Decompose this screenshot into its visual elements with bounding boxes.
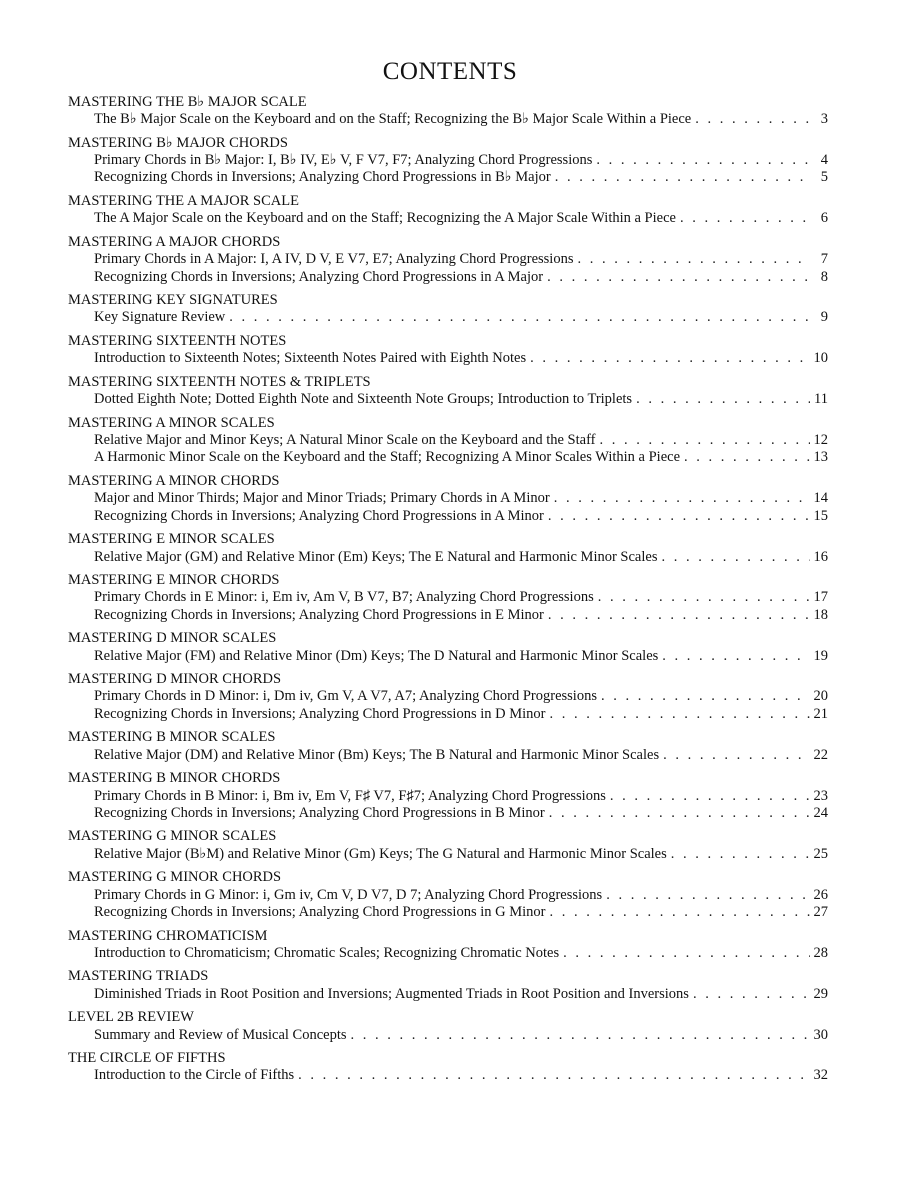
entry-description: Recognizing Chords in Inversions; Analyzing Chord Progressions in G Minor [94,903,546,920]
dot-leader [548,607,810,624]
section-heading: MASTERING A MINOR SCALES [68,414,275,431]
section-heading: MASTERING B♭ MAJOR CHORDS [68,134,288,151]
entry-description: Introduction to Sixteenth Notes; Sixteenth Notes Paired with Eighth Notes [94,350,527,367]
section-heading: MASTERING E MINOR SCALES [68,531,275,548]
toc-section [68,94,828,129]
toc-section [68,572,828,624]
entry-description: Relative Major and Minor Keys; A Natural Minor Scale on the Keyboard and the Staff [94,432,596,449]
toc-entry [68,747,828,764]
page-number: 17 [813,589,828,606]
section-heading: MASTERING A MINOR CHORDS [68,473,280,490]
toc-entry [68,1067,828,1084]
page-number: 8 [820,268,828,285]
page-number: 7 [820,251,828,268]
toc-entry [68,210,828,227]
dot-leader [663,747,809,764]
entry-description: Recognizing Chords in Inversions; Analyzing Chord Progressions in A Minor [94,507,544,524]
toc-entry [68,986,828,1003]
toc-entry [68,490,828,507]
page-number: 13 [813,449,828,466]
toc-entry [68,549,828,566]
section-heading: MASTERING D MINOR SCALES [68,630,277,647]
dot-leader [599,432,809,449]
toc-entry [68,350,828,367]
page-number: 29 [813,985,828,1002]
toc-section [68,333,828,368]
toc-section [68,1009,828,1044]
dot-leader [680,210,810,227]
entry-description: The A Major Scale on the Keyboard and on the Staff; Recognizing the A Major Scale Within a Piece [94,210,676,227]
toc-section [68,415,828,467]
entry-description: A Harmonic Minor Scale on the Keyboard and the Staff; Recognizing A Minor Scales Within a Piece [94,449,681,466]
entry-description: Primary Chords in D Minor: i, Dm iv, Gm V, A V7, A7; Analyzing Chord Progressions [94,688,597,705]
toc-section [68,531,828,566]
toc-entry [68,846,828,863]
entry-description: Introduction to the Circle of Fifths [94,1067,295,1084]
dot-leader [554,490,810,507]
entry-description: Primary Chords in B♭ Major: I, B♭ IV, E♭ V, F V7, F7; Analyzing Chord Progressions [94,152,593,169]
dot-leader [548,508,810,525]
toc-section [68,473,828,525]
section-heading: MASTERING TRIADS [68,968,209,985]
page-number: 25 [813,845,828,862]
toc-section [68,193,828,228]
dot-leader [563,945,809,962]
toc-entry [68,449,828,466]
page-number: 15 [813,507,828,524]
entry-description: Summary and Review of Musical Concepts [94,1026,347,1043]
page-number: 28 [813,944,828,961]
page-number: 20 [813,688,828,705]
toc-entry [68,945,828,962]
entry-description: Major and Minor Thirds; Major and Minor Triads; Primary Chords in A Minor [94,490,550,507]
toc-section [68,374,828,409]
toc-entry [68,111,828,128]
page-number: 26 [813,886,828,903]
toc-section [68,928,828,963]
entry-description: Recognizing Chords in Inversions; Analyzing Chord Progressions in A Major [94,268,544,285]
page-number: 23 [813,787,828,804]
dot-leader [693,986,810,1003]
entry-description: Introduction to Chromaticism; Chromatic Scales; Recognizing Chromatic Notes [94,944,560,961]
toc-section [68,869,828,921]
section-heading: MASTERING D MINOR CHORDS [68,671,282,688]
dot-leader [549,805,810,822]
section-heading: THE CIRCLE OF FIFTHS [68,1050,226,1067]
entry-description: Relative Major (GM) and Relative Minor (Em) Keys; The E Natural and Harmonic Minor Scales [94,548,658,565]
section-heading: MASTERING SIXTEENTH NOTES & TRIPLETS [68,373,371,390]
dot-leader [547,269,810,286]
dot-leader [351,1027,810,1044]
entry-description: The B♭ Major Scale on the Keyboard and on the Staff; Recognizing the B♭ Major Scale Within a Piece [94,111,692,128]
section-heading: MASTERING CHROMATICISM [68,927,268,944]
page-number: 3 [820,111,828,128]
toc-section [68,968,828,1003]
page-number: 6 [820,210,828,227]
page-number: 16 [813,548,828,565]
page-number: 21 [813,705,828,722]
toc-entry [68,648,828,665]
dot-leader [610,788,810,805]
toc-section [68,292,828,327]
toc-entry [68,788,828,805]
page-number: 4 [820,152,828,169]
dot-leader [549,706,809,723]
section-heading: MASTERING KEY SIGNATURES [68,292,278,309]
section-heading: MASTERING B MINOR SCALES [68,729,276,746]
entry-description: Relative Major (DM) and Relative Minor (Bm) Keys; The B Natural and Harmonic Minor Scales [94,746,660,763]
page-number: 22 [813,746,828,763]
entry-description: Diminished Triads in Root Position and Inversions; Augmented Triads in Root Position and Inversions [94,985,689,1002]
toc-entry [68,152,828,169]
section-heading: MASTERING G MINOR CHORDS [68,869,282,886]
dot-leader [661,549,809,566]
toc-entry [68,688,828,705]
page-number: 19 [813,647,828,664]
entry-description: Relative Major (FM) and Relative Minor (Dm) Keys; The D Natural and Harmonic Minor Scales [94,647,659,664]
page-number: 9 [820,309,828,326]
toc-entry [68,391,828,408]
dot-leader [636,391,810,408]
entry-description: Primary Chords in B Minor: i, Bm iv, Em V, F♯ V7, F♯7; Analyzing Chord Progressions [94,787,606,804]
section-heading: MASTERING THE A MAJOR SCALE [68,193,299,210]
entry-description: Recognizing Chords in Inversions; Analyzing Chord Progressions in B Minor [94,804,545,821]
dot-leader [684,449,809,466]
dot-leader [662,648,809,665]
toc-section [68,1050,828,1085]
dot-leader [606,887,809,904]
toc-section [68,630,828,665]
dot-leader [671,846,810,863]
toc-section [68,671,828,723]
page-number: 12 [813,432,828,449]
entry-description: Primary Chords in G Minor: i, Gm iv, Cm V, D V7, D 7; Analyzing Chord Progressions [94,886,603,903]
toc-entry [68,887,828,904]
dot-leader [577,251,810,268]
entry-description: Recognizing Chords in Inversions; Analyzing Chord Progressions in E Minor [94,606,544,623]
toc-entry [68,309,828,326]
toc-section [68,770,828,822]
page-number: 32 [813,1067,828,1084]
entry-description: Dotted Eighth Note; Dotted Eighth Note and Sixteenth Note Groups; Introduction to Triplets [94,391,633,408]
toc-entry [68,706,828,723]
page-number: 30 [813,1026,828,1043]
toc-section [68,135,828,187]
toc-section [68,729,828,764]
entry-description: Primary Chords in A Major: I, A IV, D V, E V7, E7; Analyzing Chord Progressions [94,251,574,268]
dot-leader [601,688,810,705]
section-heading: MASTERING SIXTEENTH NOTES [68,333,287,350]
toc-entry [68,169,828,186]
table-of-contents [68,94,828,1091]
dot-leader [596,152,810,169]
toc-entry [68,269,828,286]
section-heading: MASTERING G MINOR SCALES [68,828,277,845]
toc-entry [68,589,828,606]
toc-entry [68,904,828,921]
entry-description: Key Signature Review [94,309,226,326]
page-number: 27 [813,903,828,920]
dot-leader [549,904,809,921]
section-heading: MASTERING A MAJOR CHORDS [68,233,281,250]
entry-description: Primary Chords in E Minor: i, Em iv, Am V, B V7, B7; Analyzing Chord Progressions [94,589,594,606]
page-number: 24 [813,804,828,821]
toc-entry [68,1027,828,1044]
toc-entry [68,805,828,822]
dot-leader [555,169,810,186]
section-heading: MASTERING B MINOR CHORDS [68,770,281,787]
page-number: 11 [814,391,828,408]
dot-leader [530,350,809,367]
section-heading: LEVEL 2B REVIEW [68,1009,194,1026]
toc-entry [68,508,828,525]
toc-entry [68,432,828,449]
toc-entry [68,607,828,624]
toc-entry [68,251,828,268]
dot-leader [598,589,810,606]
page-title: CONTENTS [382,58,518,85]
page-number: 14 [813,490,828,507]
entry-description: Recognizing Chords in Inversions; Analyzing Chord Progressions in B♭ Major [94,169,551,186]
dot-leader [695,111,810,128]
section-heading: MASTERING E MINOR CHORDS [68,572,280,589]
page-number: 18 [813,606,828,623]
page-number: 10 [813,350,828,367]
page-number: 5 [820,169,828,186]
dot-leader [229,309,810,326]
toc-section [68,828,828,863]
toc-section [68,234,828,286]
entry-description: Relative Major (B♭M) and Relative Minor (Gm) Keys; The G Natural and Harmonic Minor Scales [94,845,667,862]
section-heading: MASTERING THE B♭ MAJOR SCALE [68,94,307,110]
entry-description: Recognizing Chords in Inversions; Analyzing Chord Progressions in D Minor [94,705,546,722]
dot-leader [298,1067,809,1084]
